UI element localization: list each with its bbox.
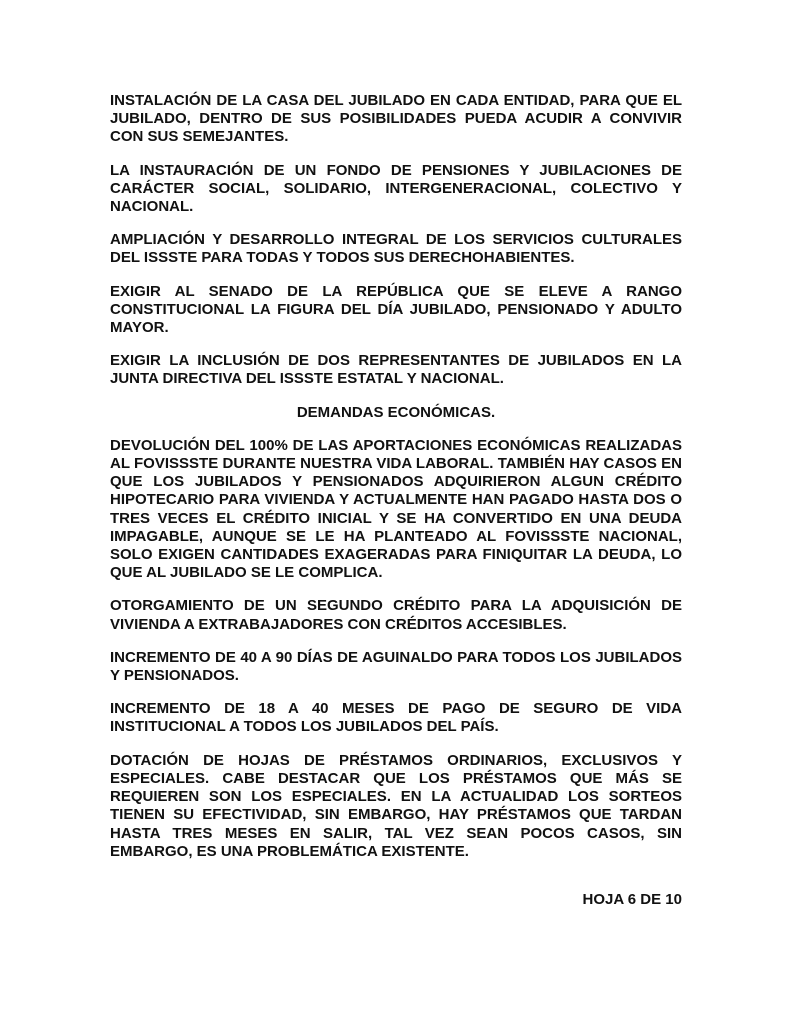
- paragraph-hojas-prestamos: DOTACIÓN DE HOJAS DE PRÉSTAMOS ORDINARIOS, EXCLUSIVOS Y ESPECIALES. CABE DESTACAR QUE LOS PRÉSTAMOS QUE MÁS SE REQUIEREN SON LOS ESPECIALES. EN LA ACTUALIDAD LOS SORTEOS TIENEN SU EFECTIVIDAD, SIN EMBARGO, HAY PRÉSTAMOS QUE TARDAN HASTA TRES MESES EN SALIR, TAL VEZ SEAN POCOS CASOS, SIN EMBARGO, ES UNA PROBLEMÁTICA EXISTENTE.: [110, 751, 682, 860]
- paragraph-seguro-vida: INCREMENTO DE 18 A 40 MESES DE PAGO DE SEGURO DE VIDA INSTITUCIONAL A TODOS LOS JUBILADOS DEL PAÍS.: [110, 700, 682, 736]
- paragraph-fondo-pensiones: LA INSTAURACIÓN DE UN FONDO DE PENSIONES Y JUBILACIONES DE CARÁCTER SOCIAL, SOLIDARIO, INTERGENERACIONAL, COLECTIVO Y NACIONAL.: [110, 161, 682, 216]
- section-heading-demandas-economicas: DEMANDAS ECONÓMICAS.: [296, 403, 496, 421]
- paragraph-devolucion-fovissste: DEVOLUCIÓN DEL 100% DE LAS APORTACIONES ECONÓMICAS REALIZADAS AL FOVISSSTE DURANTE NUESTRA VIDA LABORAL. TAMBIÉN HAY CASOS EN QUE LOS JUBILADOS Y PENSIONADOS ADQUIRIERON ALGUN CRÉDITO HIPOTECARIO PARA VIVIENDA Y ACTUALMENTE HAN PAGADO HASTA DOS O TRES VECES EL CRÉDITO INICIAL Y SE HA CONVERTIDO EN UNA DEUDA IMPAGABLE, AUNQUE SE LE HA PLANTEADO AL FOVISSSTE NACIONAL, SOLO EXIGEN CANTIDADES EXAGERADAS PARA FINIQUITAR LA DEUDA, LO QUE AL JUBILADO SE LE COMPLICA.: [110, 436, 682, 582]
- paragraph-aguinaldo: INCREMENTO DE 40 A 90 DÍAS DE AGUINALDO PARA TODOS LOS JUBILADOS Y PENSIONADOS.: [110, 648, 682, 685]
- paragraph-senado-republica: EXIGIR AL SENADO DE LA REPÚBLICA QUE SE ELEVE A RANGO CONSTITUCIONAL LA FIGURA DEL DÍA JUBILADO, PENSIONADO Y ADULTO MAYOR.: [110, 282, 682, 337]
- paragraph-segundo-credito: OTORGAMIENTO DE UN SEGUNDO CRÉDITO PARA LA ADQUISICIÓN DE VIVIENDA A EXTRABAJADORES CON CRÉDITOS ACCESIBLES.: [110, 597, 682, 633]
- paragraph-casa-jubilado: INSTALACIÓN DE LA CASA DEL JUBILADO EN CADA ENTIDAD, PARA QUE EL JUBILADO, DENTRO DE SUS POSIBILIDADES PUEDA ACUDIR A CONVIVIR CON SUS SEMEJANTES.: [110, 92, 682, 146]
- document-body: [110, 92, 682, 876]
- paragraph-servicios-culturales: AMPLIACIÓN Y DESARROLLO INTEGRAL DE LOS SERVICIOS CULTURALES DEL ISSSTE PARA TODAS Y TODOS SUS DERECHOHABIENTES.: [110, 231, 682, 267]
- page-number: HOJA 6 DE 10: [582, 891, 682, 908]
- paragraph-representantes-junta: EXIGIR LA INCLUSIÓN DE DOS REPRESENTANTES DE JUBILADOS EN LA JUNTA DIRECTIVA DEL ISSSTE ESTATAL Y NACIONAL.: [110, 352, 682, 388]
